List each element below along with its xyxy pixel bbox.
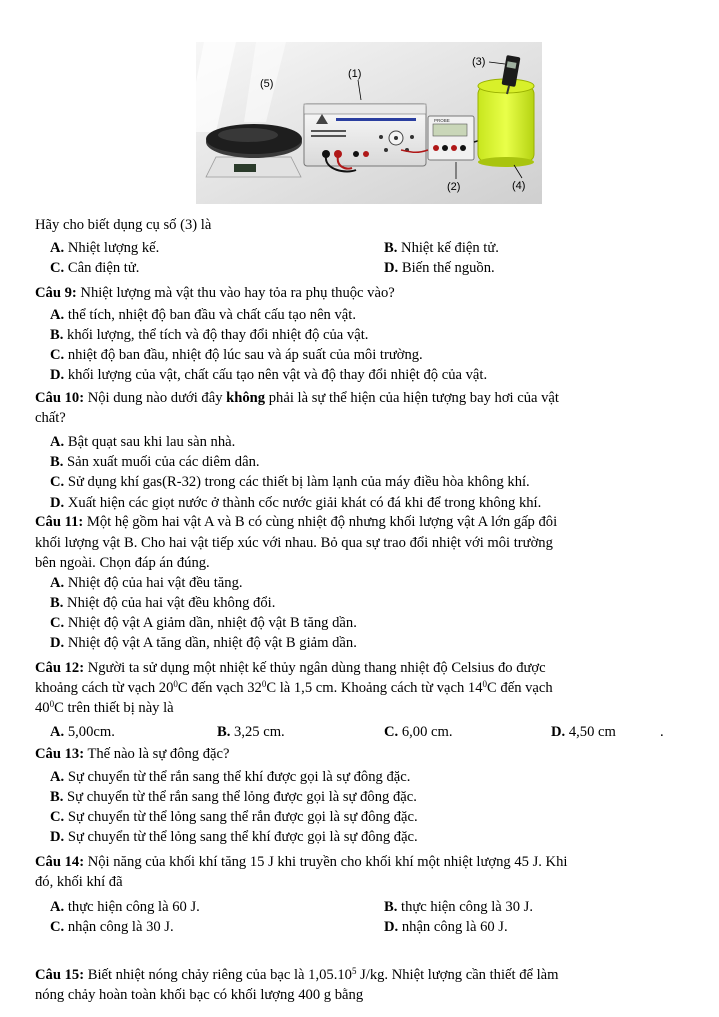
q10-option-c: C. Sử dụng khí gas(R-32) trong các thiết bị làm lạnh của máy điều hòa không khí. (50, 474, 530, 490)
q12-stem: Câu 12: Người ta sử dụng một nhiệt kế thủy ngân dùng thang nhiệt độ Celsius đo được (35, 660, 546, 676)
label-1: (1) (348, 68, 362, 80)
electronic-scale (206, 124, 302, 177)
q10-option-a: A. Bật quạt sau khi lau sàn nhà. (50, 434, 236, 450)
q10-stem: Câu 10: Nội dung nào dưới đây không phải là sự thể hiện của hiện tượng bay hơi của vật (35, 390, 559, 406)
q14-option-a: A. thực hiện công là 60 J. (50, 899, 200, 915)
q9-option-b: B. khối lượng, thể tích và độ thay đổi nhiệt độ của vật. (50, 327, 369, 343)
q13-option-c: C. Sự chuyển từ thể lỏng sang thể rắn được gọi là sự đông đặc. (50, 809, 418, 825)
label-2: (2) (447, 181, 461, 193)
power-supply-box (304, 104, 426, 171)
q8-option-c: C. Cân điện tử. (50, 260, 140, 276)
q9-option-d: D. khối lượng của vật, chất cấu tạo nên vật và độ thay đổi nhiệt độ của vật. (50, 367, 488, 383)
apparatus-photo (196, 42, 542, 204)
q14-option-c: C. nhận công là 30 J. (50, 919, 174, 935)
q12-stem-3: $40^0C$ trên thiết bị này là (35, 699, 174, 716)
q13-stem: Câu 13: Thế nào là sự đông đặc? (35, 746, 230, 762)
label-3: (3) (472, 56, 486, 68)
q12-option-c: C. 6,00 cm. (384, 724, 453, 740)
q9-option-a: A. thể tích, nhiệt độ ban đầu và chất cấu tạo nên vật. (50, 307, 356, 323)
label-4: (4) (512, 180, 526, 192)
q12-trailing-dot: . (660, 724, 664, 740)
meter-display-text: PROBE (434, 118, 450, 123)
q12-option-b: B. 3,25 cm. (217, 724, 285, 740)
q15-stem: Câu 15: Biết nhiệt nóng chảy riêng của bạc là 1,05.10$^5$ J/kg. Nhiệt lượng cần thiết để làm (35, 966, 559, 983)
q9-stem: Câu 9: Nhiệt lượng mà vật thu vào hay tỏa ra phụ thuộc vào? (35, 285, 395, 301)
q13-option-b: B. Sự chuyển từ thể rắn sang thể lỏng được gọi là sự đông đặc. (50, 789, 417, 805)
q8-stem: Hãy cho biết dụng cụ số (3) là (35, 217, 212, 233)
q13-option-d: D. Sự chuyển từ thể lỏng sang thể khí được gọi là sự đông đặc. (50, 829, 418, 845)
q9-option-c: C. nhiệt độ ban đầu, nhiệt độ lúc sau và áp suất của môi trường. (50, 347, 423, 363)
q11-option-a: A. Nhiệt độ của hai vật đều tăng. (50, 575, 243, 591)
q13-option-a: A. Sự chuyển từ thể rắn sang thể khí được gọi là sự đông đặc. (50, 769, 411, 785)
q14-option-b: B. thực hiện công là 30 J. (384, 899, 533, 915)
q10-stem-cont: chất? (35, 410, 66, 426)
calorimeter (478, 79, 534, 167)
q11-stem: Câu 11: Một hệ gồm hai vật A và B có cùng nhiệt độ nhưng khối lượng vật A lớn gấp đôi (35, 514, 558, 530)
q11-option-c: C. Nhiệt độ vật A giảm dần, nhiệt độ vật B tăng dần. (50, 615, 357, 631)
label-5: (5) (260, 78, 274, 90)
q14-stem-2: đó, khối khí đã (35, 874, 123, 890)
q15-stem-2: nóng chảy hoàn toàn khối bạc có khối lượng 400 g bằng (35, 987, 364, 1003)
q12-stem-2: khoảng cách từ vạch $20^0C$ đến vạch $32^0C$ là 1,5 cm. Khoảng cách từ vạch $14^0C$ đến vạch (35, 679, 553, 696)
q11-option-b: B. Nhiệt độ của hai vật đều không đổi. (50, 595, 276, 611)
q11-option-d: D. Nhiệt độ vật A tăng dần, nhiệt độ vật B giảm dần. (50, 635, 357, 651)
q8-option-d: D. Biến thế nguồn. (384, 260, 495, 276)
q10-option-d: D. Xuất hiện các giọt nước ở thành cốc nước giải khát có đá khi để trong không khí. (50, 495, 542, 511)
q12-option-a: A. 5,00cm. (50, 724, 115, 740)
q12-option-d: D. 4,50 cm (551, 724, 616, 740)
q8-option-a: A. Nhiệt lượng kế. (50, 240, 160, 256)
q11-stem-2: khối lượng vật B. Cho hai vật tiếp xúc với nhau. Bỏ qua sự trao đổi nhiệt với môi trường (35, 535, 553, 551)
q10-option-b: B. Sản xuất muối của các diêm dân. (50, 454, 260, 470)
q14-option-d: D. nhận công là 60 J. (384, 919, 508, 935)
q14-stem: Câu 14: Nội năng của khối khí tăng 15 J khi truyền cho khối khí một nhiệt lượng 45 J. Khi (35, 854, 568, 870)
q11-stem-3: bên ngoài. Chọn đáp án đúng. (35, 555, 210, 571)
q8-option-b: B. Nhiệt kế điện tử. (384, 240, 499, 256)
